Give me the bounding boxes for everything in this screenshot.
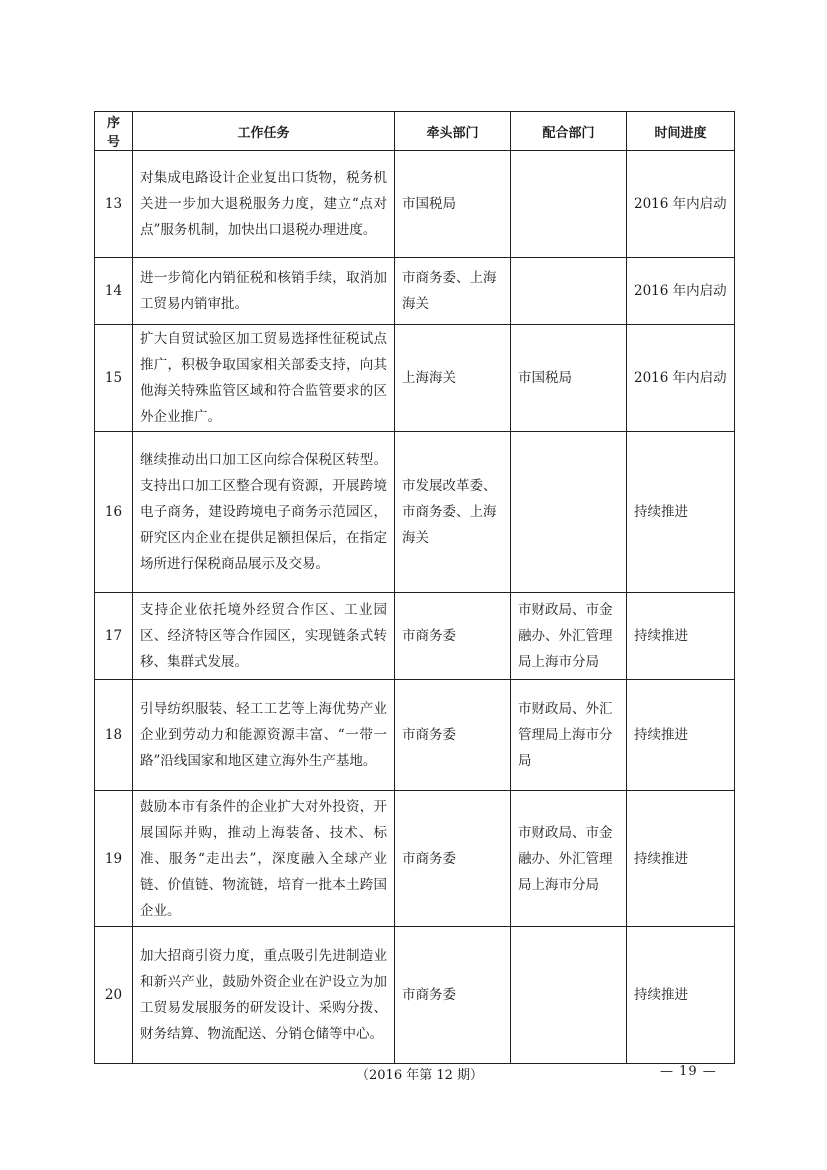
row-coop-dept: 市财政局、外汇管理局上海市分局 [511,680,627,791]
row-progress: 持续推进 [627,927,735,1064]
row-lead-dept: 上海海关 [395,325,511,432]
table-row [95,151,735,258]
row-task: 对集成电路设计企业复出口货物，税务机关进一步加大退税服务力度，建立“点对点”服务机制，加快出口退税办理进度。 [133,151,395,258]
row-task: 扩大自贸试验区加工贸易选择性征税试点推广，积极争取国家相关部委支持，向其他海关特殊监管区域和符合监管要求的区外企业推广。 [133,325,395,432]
header-coop-dept: 配合部门 [511,112,627,151]
row-task: 支持企业依托境外经贸合作区、工业园区、经济特区等合作园区，实现链条式转移、集群式发展。 [133,593,395,680]
row-progress: 持续推进 [627,432,735,593]
row-lead-dept: 市商务委、上海海关 [395,258,511,325]
header-task: 工作任务 [133,112,395,151]
header-number: 序号 [95,112,133,151]
row-lead-dept: 市商务委 [395,593,511,680]
row-number: 19 [95,791,133,927]
row-progress: 持续推进 [627,791,735,927]
row-lead-dept: 市商务委 [395,680,511,791]
row-number: 16 [95,432,133,593]
row-task: 继续推动出口加工区向综合保税区转型。支持出口加工区整合现有资源，开展跨境电子商务，建设跨境电子商务示范园区，研究区内企业在提供足额担保后，在指定场所进行保税商品展示及交易。 [133,432,395,593]
row-coop-dept: 市国税局 [511,325,627,432]
row-progress: 2016 年内启动 [627,325,735,432]
row-progress: 持续推进 [627,593,735,680]
row-progress: 2016 年内启动 [627,258,735,325]
row-task: 鼓励本市有条件的企业扩大对外投资，开展国际并购，推动上海装备、技术、标准、服务“走出去”，深度融入全球产业链、价值链、物流链，培育一批本土跨国企业。 [133,791,395,927]
table-row [95,593,735,680]
table-row [95,325,735,432]
row-task: 引导纺织服装、轻工工艺等上海优势产业企业到劳动力和能源资源丰富、“一带一路”沿线国家和地区建立海外生产基地。 [133,680,395,791]
row-coop-dept [511,258,627,325]
row-coop-dept [511,151,627,258]
issue-label: （2016 年第 12 期） [356,1068,484,1083]
task-table [94,111,735,1064]
row-progress: 持续推进 [627,680,735,791]
table-row [95,791,735,927]
row-coop-dept [511,927,627,1064]
row-coop-dept: 市财政局、市金融办、外汇管理局上海市分局 [511,791,627,927]
row-task: 加大招商引资力度，重点吸引先进制造业和新兴产业，鼓励外资企业在沪设立为加工贸易发展服务的研发设计、采购分拨、财务结算、物流配送、分销仓储等中心。 [133,927,395,1064]
table-row [95,432,735,593]
row-lead-dept: 市商务委 [395,791,511,927]
row-coop-dept [511,432,627,593]
row-coop-dept: 市财政局、市金融办、外汇管理局上海市分局 [511,593,627,680]
row-task: 进一步简化内销征税和核销手续，取消加工贸易内销审批。 [133,258,395,325]
header-progress: 时间进度 [627,112,735,151]
header-lead-dept: 牵头部门 [395,112,511,151]
row-lead-dept: 市商务委 [395,927,511,1064]
table-row [95,258,735,325]
row-number: 18 [95,680,133,791]
table-header-row [95,112,735,151]
page-number: — 19 — [660,1064,717,1079]
row-progress: 2016 年内启动 [627,151,735,258]
row-number: 17 [95,593,133,680]
table-row [95,927,735,1064]
row-number: 14 [95,258,133,325]
table-row [95,680,735,791]
row-number: 20 [95,927,133,1064]
row-lead-dept: 市国税局 [395,151,511,258]
row-number: 15 [95,325,133,432]
row-number: 13 [95,151,133,258]
row-lead-dept: 市发展改革委、市商务委、上海海关 [395,432,511,593]
